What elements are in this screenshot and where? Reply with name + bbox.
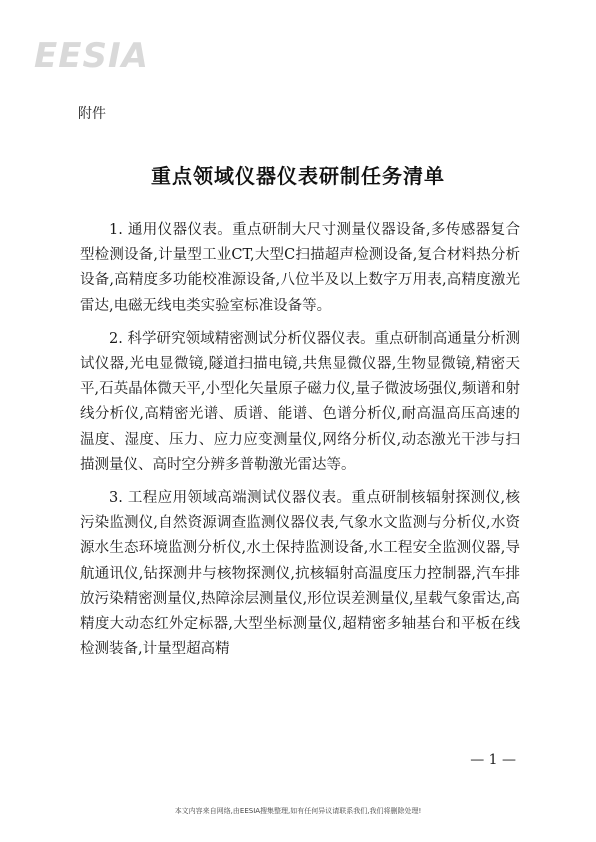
page-number: — 1 — [470,752,516,768]
attachment-label: 附件 [78,106,106,122]
paragraph-scientific-instruments: 2. 科学研究领域精密测试分析仪器仪表。重点研制高通量分析测试仪器,光电显微镜,隧道扫描电镜,共焦显微仪器,生物显微镜,精密天平,石英晶体微天平,小型化矢量原子磁力仪,量子微波场强仪,频谱和射线分析仪,高精密光谱、质谱、能谱、色谱分析仪,耐高温高压高速的温度、湿度、压力、应力应变测量仪,网络分析仪,动态激光干涉与扫描测量仪、高时空分辨多普勒激光雷达等。 [80,330,520,473]
paragraph-general-instruments: 1. 通用仪器仪表。重点研制大尺寸测量仪器设备,多传感器复合型检测设备,计量型工业CT,大型C扫描超声检测设备,复合材料热分析设备,高精度多功能校准源设备,八位半及以上数字万用表,高精度激光雷达,电磁无线电类实验室标准设备等。 [80,222,520,314]
paragraph-engineering-instruments: 3. 工程应用领域高端测试仪器仪表。重点研制核辐射探测仪,核污染监测仪,自然资源调查监测仪器仪表,气象水文监测与分析仪,水资源水生态环境监测分析仪,水土保持监测设备,水工程安全监测仪器,导航通讯仪,钻探测井与核物探测仪,抗核辐射高温度压力控制器,汽车排放污染精密测量仪,热障涂层测量仪,形位误差测量仪,星载气象雷达,高精度大动态红外定标器,大型坐标测量仪,超精密多轴基台和平板在线检测装备,计量型超高精 [80,490,520,658]
eesia-logo: EESIA [34,36,149,76]
document-body [80,218,520,670]
document-title: 重点领域仪器仪表研制任务清单 [151,164,445,188]
footer-disclaimer: 本文内容来自网络,由EESIA搜集整理,如有任何异议请联系我们,我们将删除处理! [174,807,422,815]
